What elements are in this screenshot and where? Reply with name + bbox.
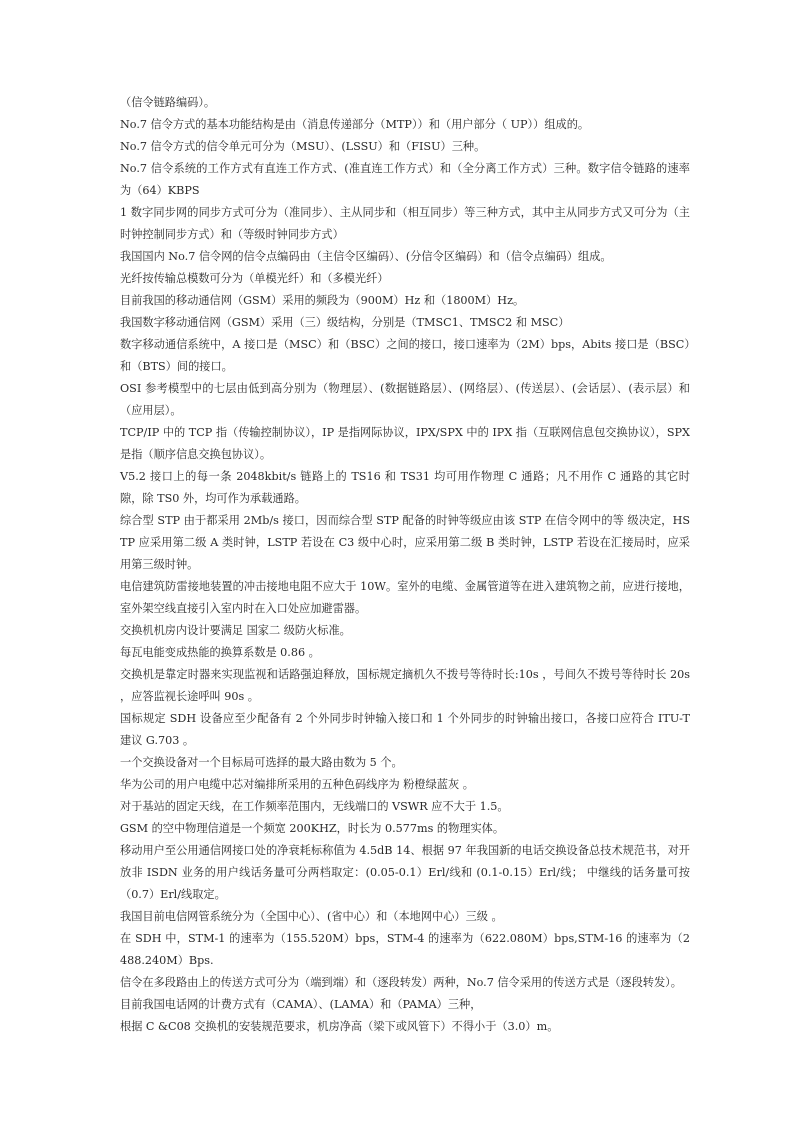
paragraph: 我国数字移动通信网（GSM）采用（三）级结构，分别是（TMSC1、TMSC2 和 MSC） <box>120 316 570 329</box>
paragraph: 根据 C &C08 交换机的安装规范要求，机房净高（梁下或风管下）不得小于（3.0）m。 <box>120 1020 559 1033</box>
paragraph: 华为公司的用户电缆中芯对编排所采用的五种色码线序为 粉橙绿蓝灰 。 <box>120 778 474 791</box>
paragraph: 数字移动通信系统中，A 接口是（MSC）和（BSC）之间的接口，接口速率为（2M）bps，Abits 接口是（BSC）和（BTS）间的接口。 <box>120 338 690 373</box>
paragraph: 我国目前电信网管系统分为（全国中心）、(省中心）和（本地网中心）三级 。 <box>120 910 503 923</box>
paragraph: 目前我国的移动通信网（GSM）采用的频段为（900M）Hz 和（1800M）Hz。 <box>120 294 525 307</box>
paragraph: OSI 参考模型中的七层由低到高分别为（物理层）、(数据链路层）、(网络层）、(传送层）、(会话层）、(表示层）和（应用层）。 <box>120 382 690 417</box>
paragraph: No.7 信令方式的信令单元可分为（MSU）、(LSSU）和（FISU）三种。 <box>120 140 486 153</box>
paragraph: 光纤按传输总模数可分为（单模光纤）和（多模光纤） <box>120 272 389 285</box>
paragraph: 国标规定 SDH 设备应至少配备有 2 个外同步时钟输入接口和 1 个外同步的时钟输出接口，各接口应符合 ITU-T 建议 G.703 。 <box>120 712 690 747</box>
paragraph: No.7 信令方式的基本功能结构是由（消息传递部分（MTP））和（用户部分（ UP））组成的。 <box>120 118 590 131</box>
paragraph: 对于基站的固定天线，在工作频率范围内，无线端口的 VSWR 应不大于 1.5。 <box>120 800 509 813</box>
paragraph: 信令在多段路由上的传送方式可分为（端到端）和（逐段转发）两种，No.7 信令采用的传送方式是（逐段转发）。 <box>120 976 682 989</box>
paragraph: 综合型 STP 由于都采用 2Mb/s 接口，因而综合型 STP 配备的时钟等级应由该 STP 在信令网中的等 级决定，HSTP 应采用第二级 A 类时钟，LSTP 若设在 C3 级中心时，应采用第二级 B 类时钟，LSTP 若设在汇接局时，应采用第三级时钟。 <box>120 514 690 571</box>
paragraph: 1 数字同步网的同步方式可分为（准同步）、主从同步和（相互同步）等三种方式，其中主从同步方式又可分为（主时钟控制同步方式）和（等级时钟同步方式） <box>120 206 690 241</box>
paragraph: 交换机是靠定时器来实现监视和话路强迫释放，国标规定摘机久不拨号等待时长:10s ，号间久不拨号等待时长 20s ，应答监视长途呼叫 90s 。 <box>120 668 690 703</box>
paragraph: 一个交换设备对一个目标局可选择的最大路由数为 5 个。 <box>120 756 403 769</box>
paragraph: 移动用户至公用通信网接口处的净衰耗标称值为 4.5dB 14、根据 97 年我国新的电话交换设备总技术规范书，对开放非 ISDN 业务的用户线话务量可分两档取定：(0.05-0.1）Erl/线和 (0.1-0.15）Erl/线； 中继线的话务量可按（0.7）Erl/线取定。 <box>120 844 690 901</box>
paragraph: 每瓦电能变成热能的换算系数是 0.86 。 <box>120 646 320 659</box>
paragraph: 我国国内 No.7 信令网的信令点编码由（主信令区编码）、(分信令区编码）和（信令点编码）组成。 <box>120 250 612 263</box>
paragraph: （信令链路编码）。 <box>120 96 216 109</box>
paragraph: 在 SDH 中，STM-1 的速率为（155.520M）bps，STM-4 的速率为（622.080M）bps,STM-16 的速率为（2488.240M）Bps. <box>120 932 690 967</box>
paragraph: 交换机机房内设计要满足 国家二 级防火标准。 <box>120 624 351 637</box>
paragraph: 目前我国电话网的计费方式有（CAMA）、(LAMA）和（PAMA）三种， <box>120 998 482 1011</box>
paragraph: GSM 的空中物理信道是一个频宽 200KHZ，时长为 0.577ms 的物理实体。 <box>120 822 505 835</box>
paragraph: V5.2 接口上的每一条 2048kbit/s 链路上的 TS16 和 TS31 均可用作物理 C 通路；凡不用作 C 通路的其它时隙，除 TS0 外，均可作为承载通路。 <box>120 470 690 505</box>
document-body <box>120 92 690 1038</box>
paragraph: 电信建筑防雷接地装置的冲击接地电阻不应大于 10W。室外的电缆、金属管道等在进入建筑物之前，应进行接地，室外架空线直接引入室内时在入口处应加避雷器。 <box>120 580 690 615</box>
paragraph: TCP/IP 中的 TCP 指（传输控制协议），IP 是指网际协议，IPX/SPX 中的 IPX 指（互联网信息包交换协议），SPX 是指（顺序信息交换包协议）。 <box>120 426 690 461</box>
paragraph: No.7 信令系统的工作方式有直连工作方式、(准直连工作方式）和（全分离工作方式）三种。数字信令链路的速率为（64）KBPS <box>120 162 690 197</box>
